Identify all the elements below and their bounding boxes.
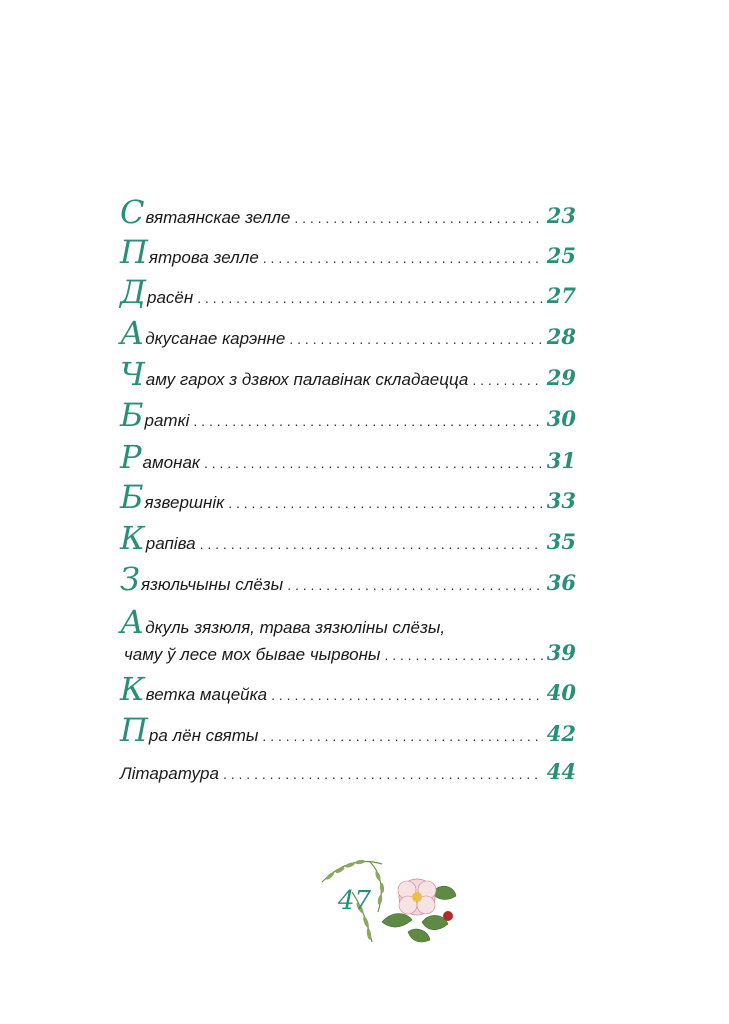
toc-page-number: 44 xyxy=(546,759,576,784)
toc-entry-title: раткі xyxy=(144,411,190,430)
toc-entry[interactable] xyxy=(120,193,576,231)
toc-entry[interactable] xyxy=(120,560,576,598)
drop-initial: К xyxy=(120,519,145,557)
wild-rose-flower-ornament-icon xyxy=(312,852,462,950)
toc-page-number: 31 xyxy=(546,448,576,473)
dot-leader xyxy=(472,372,542,388)
toc-entry[interactable] xyxy=(120,603,576,665)
drop-initial: П xyxy=(120,233,148,271)
toc-entry[interactable] xyxy=(120,711,576,749)
drop-initial: А xyxy=(120,314,145,352)
drop-initial: Р xyxy=(120,438,142,476)
toc-entry-title: аму гарох з дзвюх палавінак складаецца xyxy=(145,370,469,389)
toc-entry-title: вятаянскае зелле xyxy=(145,208,291,227)
drop-initial: Ч xyxy=(120,355,145,393)
dot-leader xyxy=(271,687,543,703)
page-ornament xyxy=(312,852,462,950)
toc-page-number: 30 xyxy=(546,406,576,431)
dot-leader xyxy=(262,728,542,744)
toc-page-number: 27 xyxy=(546,283,576,308)
toc-entry-title: язвершнік xyxy=(144,493,225,512)
drop-initial: Д xyxy=(120,273,147,311)
toc-entry-title: язюльчыны слёзы xyxy=(140,575,284,594)
toc-entry[interactable] xyxy=(120,273,576,311)
toc-entry-title: ра лён святы xyxy=(148,726,259,745)
dot-leader xyxy=(193,413,542,429)
toc-entry-title: ветка мацейка xyxy=(145,685,268,704)
toc-entry-title-continued: чаму ў лесе мох бывае чырвоны xyxy=(124,645,381,664)
toc-page-number: 42 xyxy=(546,721,576,746)
toc-entry-title: дкуль зязюля, трава зязюліны слёзы, xyxy=(145,618,446,637)
dot-leader xyxy=(287,577,543,593)
dot-leader xyxy=(228,495,543,511)
drop-initial: Б xyxy=(120,396,144,434)
toc-page-number: 25 xyxy=(546,243,576,268)
toc-entry[interactable] xyxy=(120,314,576,352)
drop-initial: П xyxy=(120,711,148,749)
toc-page-number: 28 xyxy=(546,324,576,349)
toc-entry-title: дкусанае карэнне xyxy=(145,329,286,348)
toc-entry[interactable] xyxy=(120,519,576,557)
toc-entry-title: рапіва xyxy=(145,534,196,553)
toc-entry-title: амонак xyxy=(142,453,200,472)
toc-page-number: 29 xyxy=(546,365,576,390)
toc-page-number: 36 xyxy=(546,570,576,595)
drop-initial: К xyxy=(120,670,145,708)
dot-leader xyxy=(223,766,543,782)
drop-initial: З xyxy=(120,560,140,598)
toc-page-number: 39 xyxy=(546,640,576,665)
toc-page-number: 23 xyxy=(546,203,576,228)
toc-entry[interactable] xyxy=(120,478,576,516)
toc-entry[interactable] xyxy=(120,233,576,271)
toc-entry[interactable] xyxy=(120,396,576,434)
toc-page-number: 40 xyxy=(546,680,576,705)
toc-entry[interactable] xyxy=(120,670,576,708)
toc-entry[interactable] xyxy=(120,355,576,393)
dot-leader xyxy=(294,210,542,226)
drop-initial: С xyxy=(120,193,145,231)
toc-entry-title: Літаратура xyxy=(120,764,219,783)
toc-entry-title: ятрова зелле xyxy=(148,248,259,267)
dot-leader xyxy=(289,331,542,347)
toc-entry[interactable] xyxy=(120,438,576,476)
dot-leader xyxy=(197,290,543,306)
toc-page-number: 33 xyxy=(546,488,576,513)
drop-initial: А xyxy=(120,603,145,641)
dot-leader xyxy=(200,536,543,552)
page-number: 47 xyxy=(338,886,372,916)
drop-initial: Б xyxy=(120,478,144,516)
toc-page-number: 35 xyxy=(546,529,576,554)
toc-entry[interactable] xyxy=(120,759,576,784)
dot-leader xyxy=(384,647,542,663)
toc-entry-title: расён xyxy=(147,288,194,307)
dot-leader xyxy=(204,455,543,471)
dot-leader xyxy=(263,250,543,266)
